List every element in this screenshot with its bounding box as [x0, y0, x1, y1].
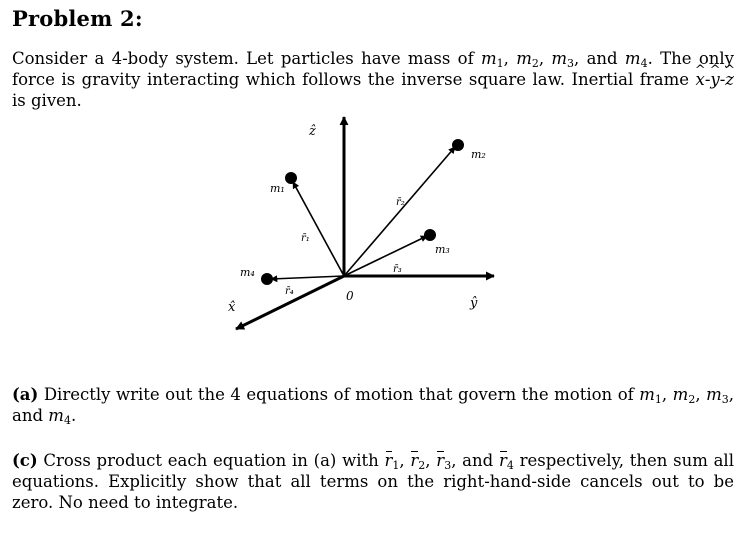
particle-m4: [261, 273, 273, 285]
part-c-text: (c) Cross product each equation in (a) with $r_1$, $r_2$, $r_3$, and $r_4$ respectively, then sum all equations. Explicitly show that all terms on the right-hand-side cancels out to be zero. No need to integrate.: [12, 451, 734, 512]
problem-intro: Consider a 4-body system. Let particles have mass of $m_1$, $m_2$, $m_3$, and $m_4$. The only force is gravity interacting which follows the inverse square law. Inertial frame ^ x-^ y-^ z is given.: [12, 48, 734, 111]
x-hat-label: x̂: [228, 300, 236, 315]
m3-label: m₃: [435, 243, 450, 256]
m1-label: m₁: [270, 182, 285, 195]
problem-title: Problem 2:: [12, 6, 143, 31]
r4-vector: [271, 276, 344, 279]
x-axis: [236, 276, 344, 329]
r3-label: r̄₃: [393, 264, 402, 275]
particle-m1: [285, 172, 297, 184]
r1-vector: [293, 182, 344, 276]
particle-m3: [424, 229, 436, 241]
z-hat-label: ẑ: [309, 124, 316, 139]
r2-label: r̄₂: [396, 197, 405, 208]
r3-vector: [344, 236, 427, 276]
r4-label: r̄₄: [285, 286, 294, 297]
particle-m2: [452, 139, 464, 151]
origin-label: 0: [346, 289, 354, 303]
r2-vector: [344, 147, 455, 276]
y-hat-label: ŷ: [470, 296, 478, 311]
m4-label: m₄: [240, 266, 255, 279]
m2-label: m₂: [471, 148, 486, 161]
r1-label: r̄₁: [301, 233, 310, 244]
part-a-text: (a) Directly write out the 4 equations of motion that govern the motion of $m_1$, $m_2$, $m_3$, and $m_4$.: [12, 385, 734, 427]
